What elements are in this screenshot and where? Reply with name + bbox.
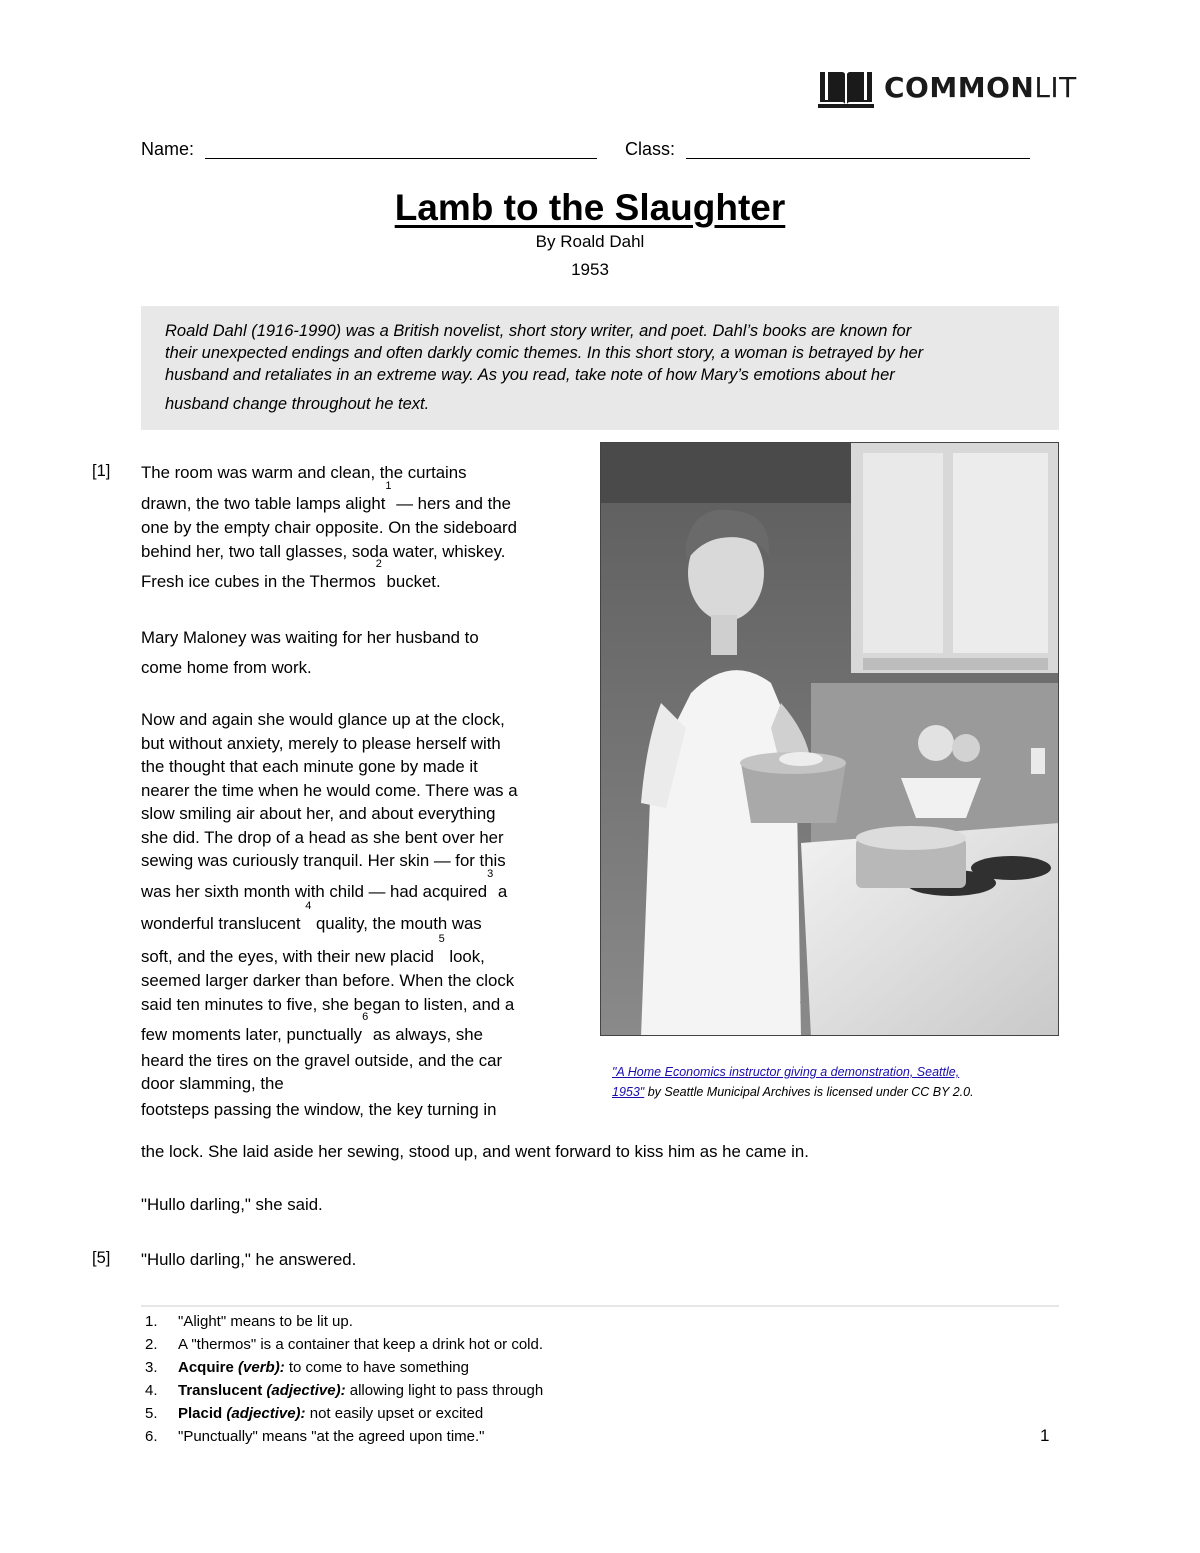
paragraph-2: Mary Maloney was waiting for her husband to come home from work. [141, 628, 479, 677]
commonlit-logo [818, 68, 1077, 108]
class-line[interactable] [686, 158, 1030, 159]
paragraph-number: [1] [92, 462, 111, 480]
footnote-item: 1. "Alight" means to be lit up. [145, 1313, 353, 1330]
author-byline: By Roald Dahl [535, 232, 645, 251]
footnote-ref[interactable]: 1 [385, 479, 392, 492]
class-label: Class: [625, 139, 676, 159]
footnote-ref[interactable]: 3 [487, 867, 494, 880]
paragraph-number: [5] [92, 1249, 111, 1267]
footnote-item: 5. Placid (adjective): not easily upset or excited [145, 1405, 484, 1422]
photo-caption: "A Home Economics instructor giving a demonstration, Seattle, 1953" by Seattle Municipal Archives is licensed under CC BY 2.0. [612, 1065, 974, 1099]
footnote-ref[interactable]: 2 [375, 558, 382, 570]
intro-box [141, 306, 1059, 430]
footnote-divider [141, 1305, 1059, 1307]
intro-text: Roald Dahl (1916-1990) was a British novelist, short story writer, and poet. Dahl’s books are known for their unexpected endings and often darkly comic themes. In this short story, a woman is betrayed by her husband and retaliates in an extreme way. As you read, take note of how Mary’s emotions about her husband change throughout he text. [165, 322, 924, 413]
kitchen-photo [600, 442, 1059, 1036]
page-title: Lamb to the Slaughter [394, 187, 786, 228]
footnote-item: 4. Translucent (adjective): allowing light to pass through [145, 1382, 544, 1399]
paragraph-3-end: the lock. She laid aside her sewing, stood up, and went forward to kiss him as he came in. [141, 1142, 809, 1161]
name-label: Name: [141, 139, 195, 159]
paragraph-1: The room was warm and clean, the curtains drawn, the two table lamps alight$^1$ — hers and the one by the empty chair opposite. On the sideboard behind her, two tall glasses, soda water, whiskey. Fresh ice cubes in the Thermos$^2$ bucket. [141, 463, 517, 591]
paragraph-5: "Hullo darling," he answered. [141, 1250, 357, 1269]
footnote-ref[interactable]: 4 [305, 900, 312, 912]
footnote-item: 3. Acquire (verb): to come to have something [145, 1359, 469, 1376]
footnote-ref[interactable]: 5 [438, 932, 445, 945]
footnote-item: 2. A "thermos" is a container that keep a drink hot or cold. [145, 1336, 544, 1353]
footnote-item: 6. "Punctually" means "at the agreed upon time." [145, 1428, 485, 1445]
footnote-ref[interactable]: 6 [362, 1011, 369, 1023]
caption-link[interactable]: "A Home Economics instructor giving a demonstration, Seattle, 1953" [612, 1065, 960, 1099]
page-number: 1 [1040, 1426, 1050, 1445]
logo-wordmark: COMMONLIT [884, 71, 1077, 104]
paragraph-4: "Hullo darling," she said. [141, 1195, 323, 1214]
open-book-icon [818, 68, 874, 108]
woman-cooking-illustration [601, 443, 1059, 1036]
paragraph-3: Now and again she would glance up at the clock, but without anxiety, merely to please herself with the thought that each minute gone by made it nearer the time when he would come. There was a slow smiling air about her, and about everything she did. The drop of a head as she bent over her sewing was curiously tranquil. Her skin — for this was her sixth month with child — had acquired$^3$ a wonderful translucent $^4$ quality, the mouth was soft, and the eyes, with their new placid $^5$ look, seemed larger darker than before. When the clock said ten minutes to five, she began to listen, and a few moments later, punctually$^6$ as always, she heard the tires on the gravel outside, and the car door slamming, the footsteps passing the window, the key turning in [141, 710, 518, 1119]
footnotes-list [141, 1310, 1059, 1448]
publication-year: 1953 [571, 260, 609, 279]
name-line[interactable] [205, 158, 597, 159]
